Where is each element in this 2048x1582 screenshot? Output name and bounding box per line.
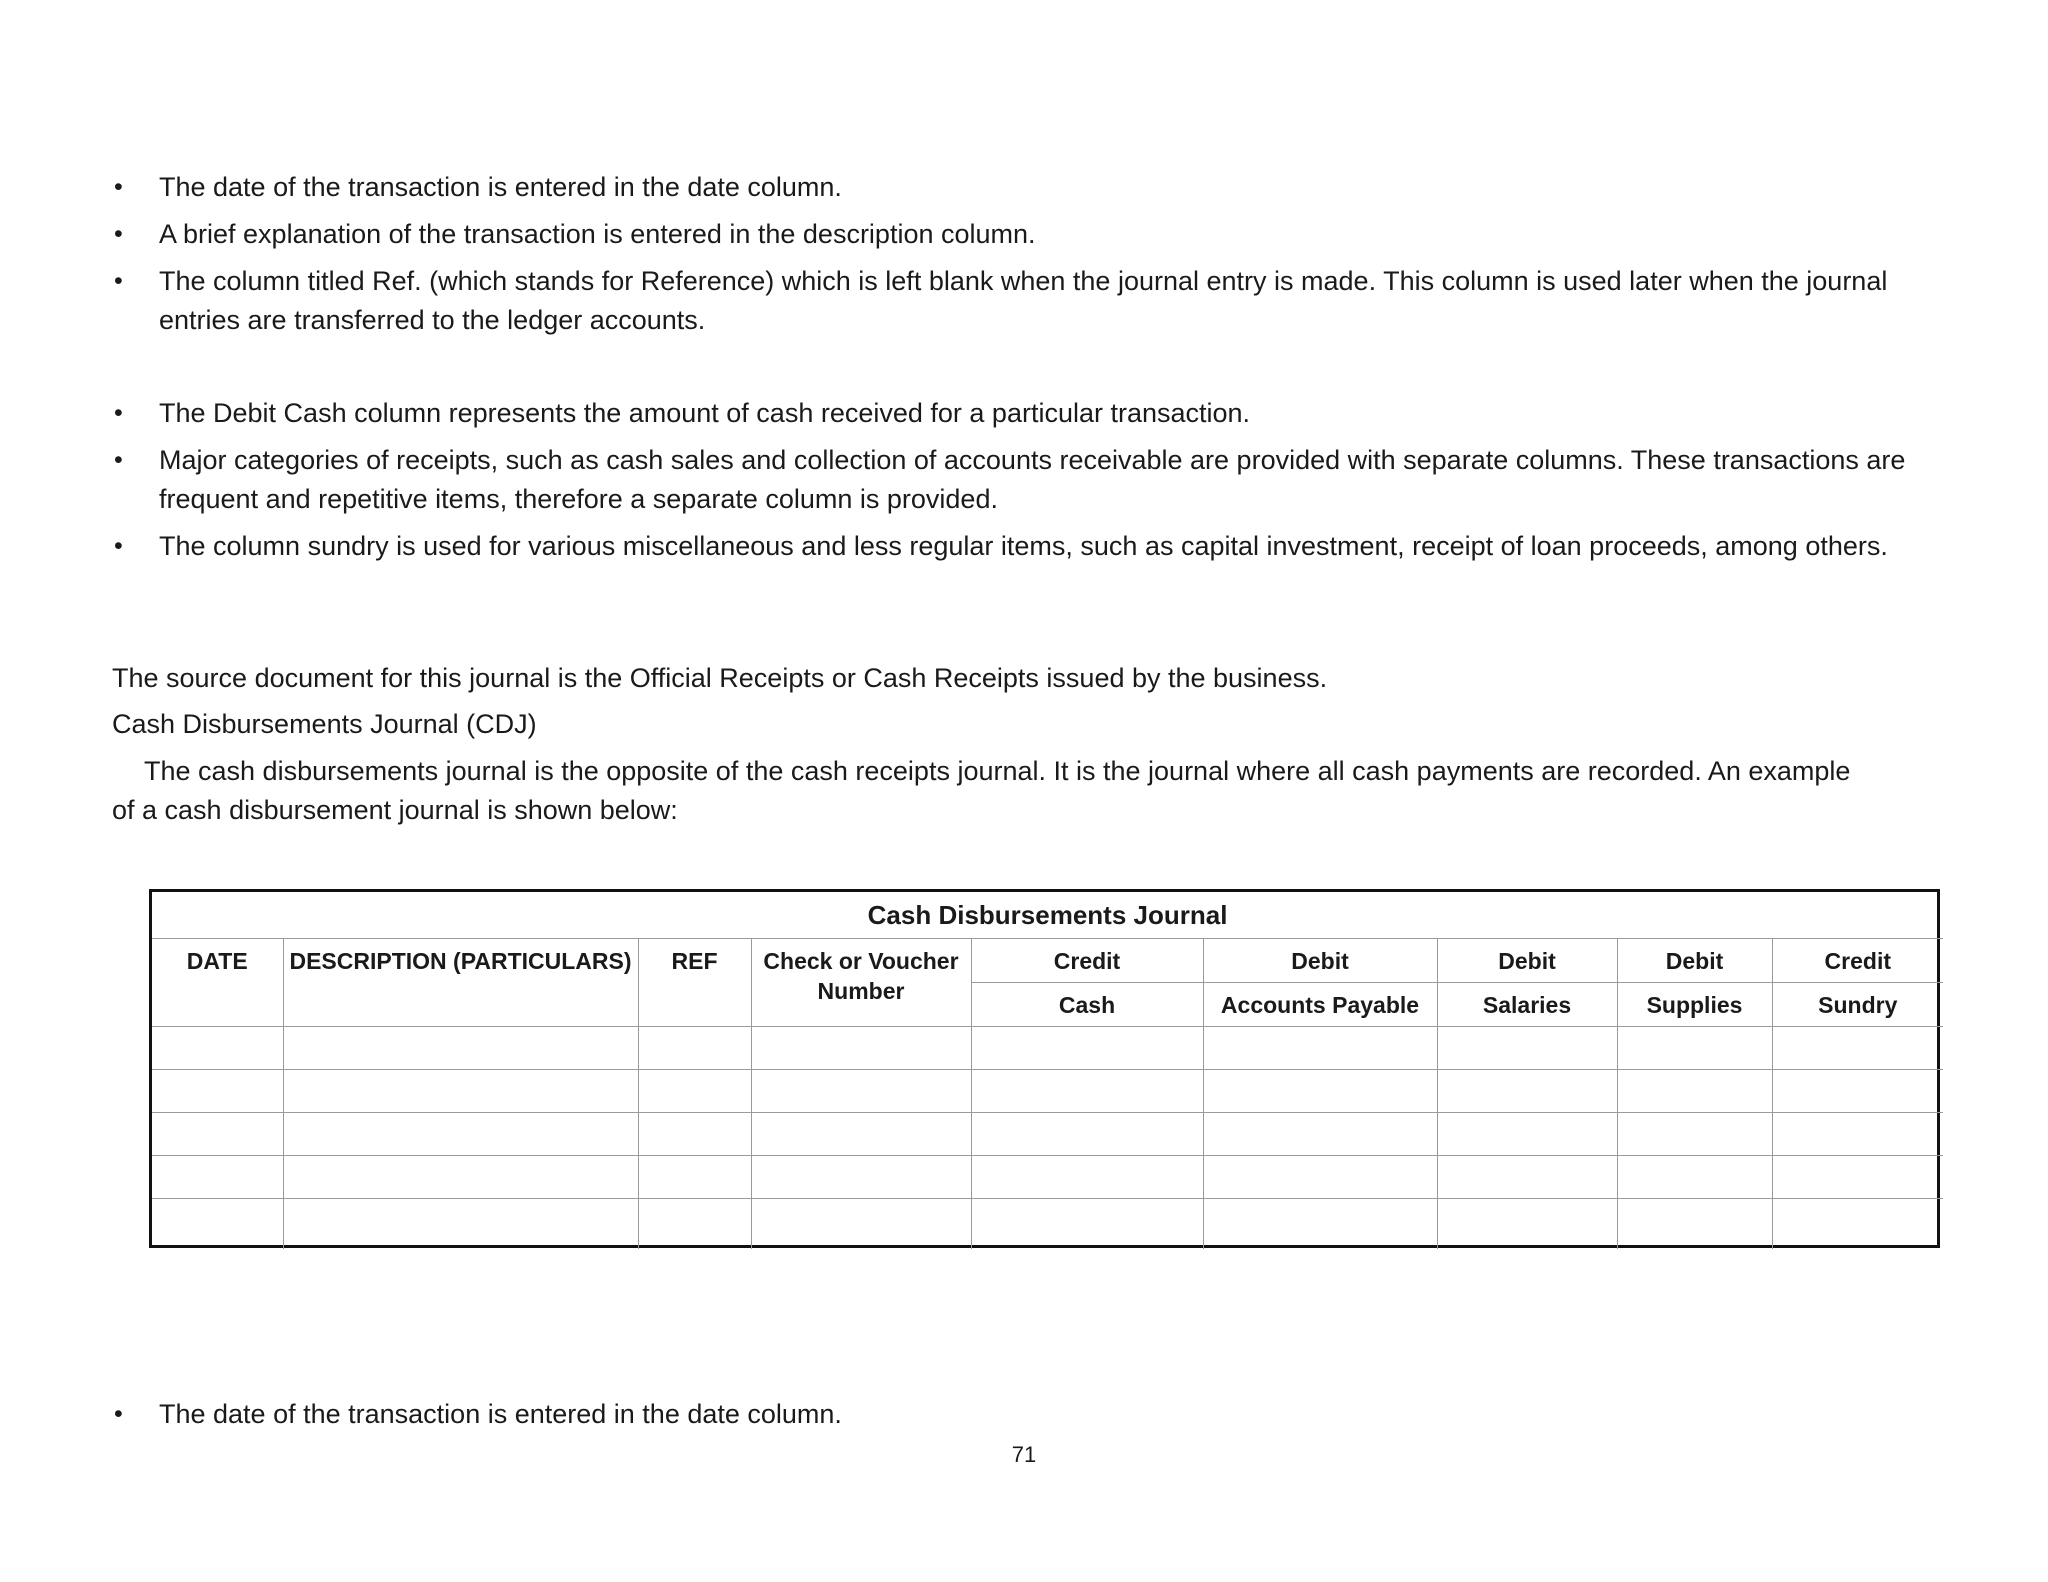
table-cell (971, 1199, 1203, 1250)
table-cell (152, 1156, 283, 1199)
page-number: 71 (1011, 1442, 1037, 1467)
bullet-icon: • (114, 267, 123, 295)
bullet-text: A brief explanation of the transaction is entered in the description column. (159, 219, 1036, 249)
bullet-icon: • (114, 446, 123, 474)
bullet-item (112, 394, 1952, 433)
table-cell (751, 1199, 971, 1250)
bullet-text: The Debit Cash column represents the amount of cash received for a particular transaction. (159, 398, 1251, 428)
bullet-item (112, 262, 1952, 340)
bullet-list-middle (112, 394, 1952, 574)
column-header-check-number (751, 939, 971, 1027)
bullet-item (112, 1395, 1952, 1434)
table-cell (1772, 1070, 1943, 1113)
column-header-cash-top: Credit (971, 939, 1203, 983)
table-cell (971, 1027, 1203, 1070)
table-cell (1437, 1199, 1617, 1250)
table-row (152, 1156, 1943, 1199)
table-cell (1772, 1113, 1943, 1156)
table-cell (751, 1156, 971, 1199)
column-header-ref: REF (638, 939, 751, 1027)
table-cell (638, 1199, 751, 1250)
table-cell (751, 1027, 971, 1070)
table-cell (1203, 1027, 1437, 1070)
column-header-accounts-payable: Accounts Payable (1203, 983, 1437, 1027)
table-cell (1203, 1199, 1437, 1250)
table-cell (1617, 1156, 1772, 1199)
check-header-line1: Check or Voucher (763, 948, 959, 974)
table-row (152, 1199, 1943, 1250)
column-header-cash: Cash (971, 983, 1203, 1027)
column-header-salaries: Salaries (1437, 983, 1617, 1027)
bullet-icon: • (114, 1400, 123, 1428)
journal-body (152, 1027, 1943, 1250)
column-header-salaries-top: Debit (1437, 939, 1617, 983)
cash-disbursements-journal (149, 889, 1940, 1248)
table-cell (638, 1070, 751, 1113)
column-header-ap-top: Debit (1203, 939, 1437, 983)
bullet-text: The date of the transaction is entered in the date column. (159, 1399, 842, 1429)
bullet-list-top (112, 168, 1952, 348)
bullet-text: The column titled Ref. (which stands for Reference) which is left blank when the journal entry is made. This column is used later when the journal entries are transferred to the ledger accounts. (159, 266, 1888, 335)
journal-table (152, 892, 1943, 1249)
table-cell (152, 1199, 283, 1250)
table-cell (1203, 1113, 1437, 1156)
bullet-icon: • (114, 173, 123, 201)
table-cell (638, 1156, 751, 1199)
column-header-date: DATE (152, 939, 283, 1027)
table-row (152, 1027, 1943, 1070)
bullet-item (112, 215, 1952, 254)
table-cell (1772, 1199, 1943, 1250)
check-header-line2: Number (817, 978, 905, 1004)
column-header-supplies-top: Debit (1617, 939, 1772, 983)
table-row (152, 1113, 1943, 1156)
table-cell (283, 1070, 638, 1113)
table-cell (283, 1156, 638, 1199)
bullet-text: Major categories of receipts, such as cash sales and collection of accounts receivable are provided with separate columns. These transactions are frequent and repetitive items, therefore a separate column is provided. (159, 445, 1906, 514)
table-cell (1437, 1027, 1617, 1070)
table-cell (638, 1027, 751, 1070)
bullet-icon: • (114, 220, 123, 248)
table-cell (1437, 1070, 1617, 1113)
table-cell (1617, 1027, 1772, 1070)
journal-title: Cash Disbursements Journal (152, 892, 1943, 939)
table-cell (1437, 1156, 1617, 1199)
table-cell (1617, 1113, 1772, 1156)
table-cell (971, 1070, 1203, 1113)
table-cell (971, 1156, 1203, 1199)
column-header-sundry: Sundry (1772, 983, 1943, 1027)
source-document-paragraph: The source document for this journal is the Official Receipts or Cash Receipts issued by the business. (112, 663, 1328, 693)
bullet-list-bottom (112, 1395, 1952, 1442)
table-cell (1772, 1027, 1943, 1070)
table-cell (283, 1027, 638, 1070)
table-cell (152, 1027, 283, 1070)
table-cell (283, 1113, 638, 1156)
column-header-description: DESCRIPTION (PARTICULARS) (283, 939, 638, 1027)
table-cell (283, 1199, 638, 1250)
table-cell (751, 1113, 971, 1156)
table-cell (1617, 1199, 1772, 1250)
intro-paragraph: The cash disbursements journal is the opposite of the cash receipts journal. It is the journal where all cash payments are recorded. An example of a cash disbursement journal is shown below: (112, 756, 1851, 825)
table-cell (1617, 1070, 1772, 1113)
table-cell (1437, 1113, 1617, 1156)
table-cell (152, 1113, 283, 1156)
bullet-item (112, 527, 1952, 566)
bullet-icon: • (114, 532, 123, 560)
table-cell (638, 1113, 751, 1156)
bullet-text: The column sundry is used for various miscellaneous and less regular items, such as capital investment, receipt of loan proceeds, among others. (159, 531, 1888, 561)
table-cell (152, 1070, 283, 1113)
bullet-icon: • (114, 399, 123, 427)
bullet-item (112, 168, 1952, 207)
table-cell (1203, 1156, 1437, 1199)
table-row (152, 1070, 1943, 1113)
table-cell (751, 1070, 971, 1113)
table-cell (1203, 1070, 1437, 1113)
column-header-supplies: Supplies (1617, 983, 1772, 1027)
section-heading: Cash Disbursements Journal (CDJ) (112, 709, 537, 739)
column-header-sundry-top: Credit (1772, 939, 1943, 983)
table-cell (1772, 1156, 1943, 1199)
table-cell (971, 1113, 1203, 1156)
bullet-text: The date of the transaction is entered in the date column. (159, 172, 842, 202)
bullet-item (112, 441, 1952, 519)
